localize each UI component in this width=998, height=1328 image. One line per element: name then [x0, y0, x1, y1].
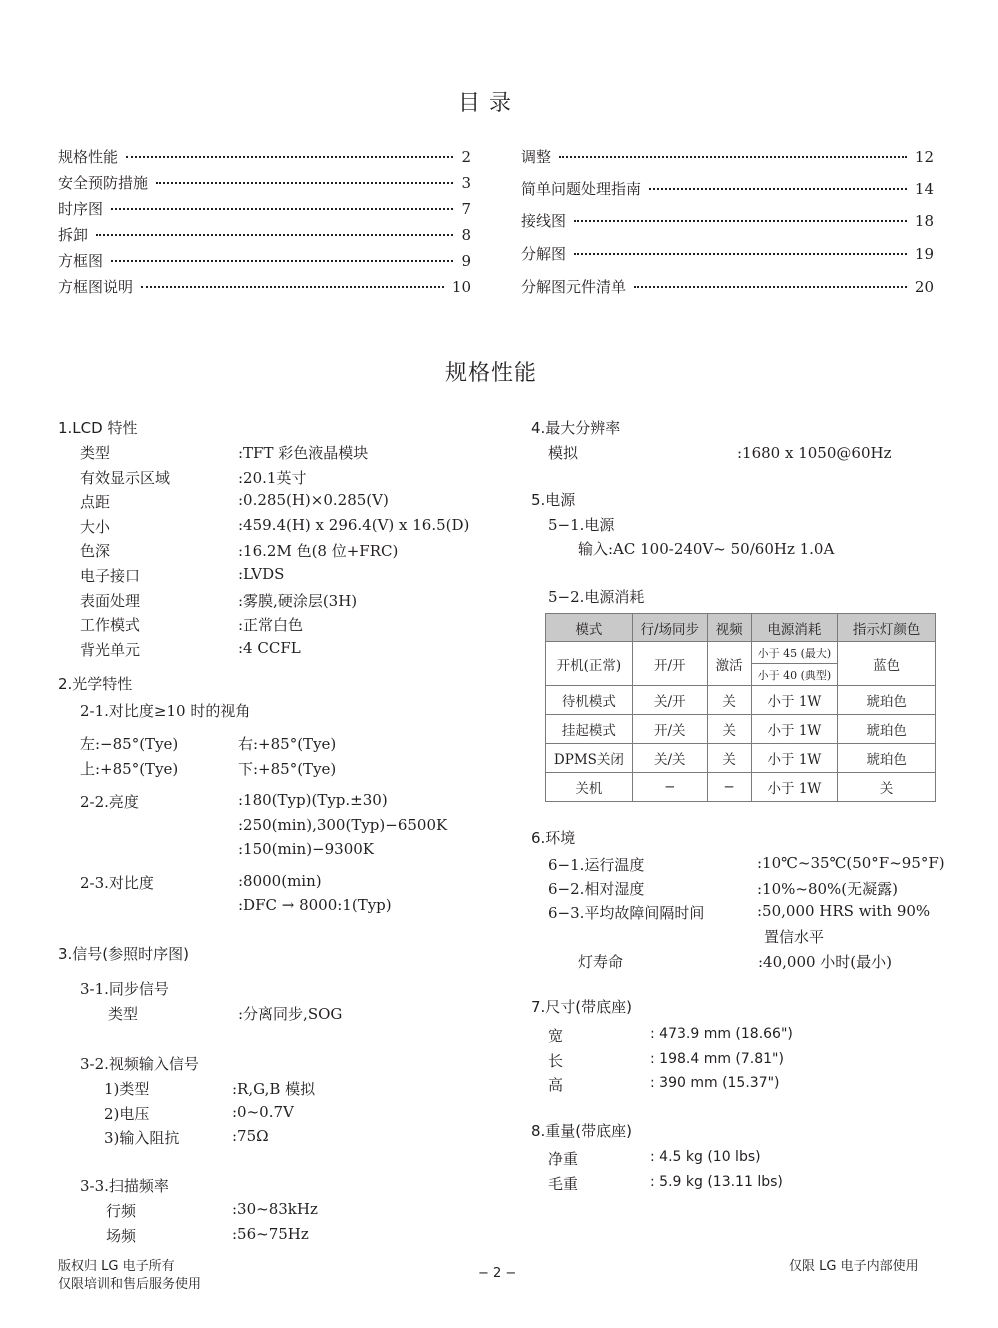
lcd-spec-label: 点距: [80, 493, 111, 512]
weight-spec-value: : 5.9 kg (13.11 lbs): [650, 1173, 783, 1190]
toc-leader: [574, 253, 907, 255]
sync-type-value: :分离同步,SOG: [238, 1005, 343, 1023]
table-header-row: [546, 614, 936, 642]
toc-entry-label: 拆卸: [58, 226, 89, 244]
header-led: 指示灯颜色: [838, 614, 936, 642]
viewing-angle-left: 左:−85°(Tye): [80, 735, 179, 753]
lcd-spec-value: :0.285(H)×0.285(V): [238, 491, 389, 510]
lcd-spec-label: 大小: [80, 517, 111, 536]
cell-power: 小于 1W: [751, 715, 838, 744]
env-spec-value: :50,000 HRS with 90%: [757, 902, 931, 920]
contrast-value-2: :DFC → 8000:1(Typ): [238, 896, 392, 914]
env-spec-label: 6−2.相对湿度: [548, 880, 645, 898]
toc-entry-label: 方框图说明: [58, 278, 134, 296]
weight-spec-label: 净重: [548, 1150, 579, 1168]
cell-video: 关: [707, 744, 751, 773]
lcd-spec-value: :16.2M 色(8 位+FRC): [238, 542, 399, 561]
scan-label: 3-3.扫描频率: [80, 1177, 169, 1195]
cell-power: 小于 1W: [751, 744, 838, 773]
resolution-value: :1680 x 1050@60Hz: [737, 444, 892, 462]
toc-entry-label: 接线图: [521, 212, 567, 230]
env-heading: 6.环境: [531, 829, 576, 847]
toc-entry: [521, 243, 934, 264]
env-spec-value: :10℃~35℃(50°F~95°F): [757, 854, 945, 872]
power-heading: 5.电源: [531, 491, 576, 509]
toc-entry: [58, 198, 471, 219]
scan-spec-label: 场频: [106, 1227, 137, 1245]
toc-entry: [58, 172, 471, 193]
toc-entry-page: 19: [914, 245, 934, 263]
toc-entry-page: 14: [914, 180, 934, 198]
toc-entry: [521, 146, 934, 167]
lcd-spec-label: 色深: [80, 542, 111, 561]
cell-led: 关: [838, 773, 936, 802]
toc-entry-label: 规格性能: [58, 148, 119, 166]
toc-leader: [126, 156, 453, 158]
env-spec-label: 6−1.运行温度: [548, 856, 645, 874]
header-mode: 模式: [546, 614, 633, 642]
toc-entry-page: 8: [461, 226, 471, 244]
toc-entry-label: 分解图元件清单: [521, 278, 627, 296]
lcd-spec-label: 类型: [80, 444, 111, 462]
toc-entry: [521, 210, 934, 231]
video-spec-value: :R,G,B 模拟: [232, 1080, 316, 1098]
dims-spec-value: : 198.4 mm (7.81"): [650, 1050, 784, 1067]
header-sync: 行/场同步: [632, 614, 707, 642]
toc-leader: [559, 156, 907, 158]
cell-led: 琥珀色: [838, 715, 936, 744]
sync-type-label: 类型: [108, 1005, 139, 1023]
header-video: 视频: [707, 614, 751, 642]
lcd-spec-label: 有效显示区域: [80, 468, 171, 487]
video-spec-label: 3)输入阻抗: [104, 1129, 180, 1147]
brightness-value-1: :180(Typ)(Typ.±30): [238, 791, 388, 809]
power-consumption-table: [545, 613, 936, 802]
weight-spec-value: : 4.5 kg (10 lbs): [650, 1149, 761, 1165]
lcd-heading: 1.LCD 特性: [58, 419, 138, 437]
mtbf-continuation: 置信水平: [764, 928, 825, 946]
table-row: [546, 744, 936, 773]
cell-mode: DPMS关闭: [546, 744, 633, 773]
viewing-angle-down: 下:+85°(Tye): [238, 760, 337, 778]
power-sub2: 5−2.电源消耗: [548, 588, 645, 606]
dims-spec-label: 长: [548, 1051, 564, 1070]
scan-spec-value: :56~75Hz: [232, 1225, 309, 1243]
toc-leader: [141, 286, 444, 288]
sync-label: 3-1.同步信号: [80, 980, 169, 998]
dims-spec-label: 宽: [548, 1027, 564, 1045]
lcd-spec-value: :4 CCFL: [238, 638, 301, 657]
lcd-spec-label: 工作模式: [80, 616, 141, 635]
footer-copyright: 版权归 LG 电子所有: [58, 1259, 175, 1274]
video-spec-value: :0~0.7V: [232, 1102, 294, 1121]
cell-video: 激活: [707, 642, 751, 686]
resolution-heading: 4.最大分辨率: [531, 419, 621, 437]
cell-sync: 关/关: [632, 744, 707, 773]
toc-entry-page: 10: [451, 278, 471, 296]
toc-entry-label: 简单问题处理指南: [521, 180, 642, 198]
cell-led: 琥珀色: [838, 686, 936, 715]
toc-entry: [58, 250, 471, 271]
lcd-spec-value: :TFT 彩色液晶模块: [238, 444, 369, 462]
dims-spec-value: : 473.9 mm (18.66"): [650, 1026, 793, 1042]
viewing-angle-right: 右:+85°(Tye): [238, 735, 337, 753]
cell-mode: 挂起模式: [546, 715, 633, 744]
cell-sync: −: [632, 773, 707, 802]
lcd-spec-value: :雾膜,硬涂层(3H): [238, 591, 358, 610]
cell-power: 小于 1W: [751, 773, 838, 802]
toc-entry-label: 方框图: [58, 252, 104, 270]
toc-entry: [521, 276, 934, 297]
cell-power-max: 小于 45 (最大): [751, 642, 838, 664]
dims-heading: 7.尺寸(带底座): [531, 998, 633, 1016]
toc-entry-label: 分解图: [521, 245, 567, 263]
optical-heading: 2.光学特性: [58, 675, 133, 693]
cell-sync: 关/开: [632, 686, 707, 715]
cell-mode: 待机模式: [546, 686, 633, 715]
viewing-angle-label: 2-1.对比度≥10 时的视角: [80, 702, 251, 720]
page-number: − 2 −: [478, 1266, 517, 1281]
toc-leader: [574, 220, 907, 222]
footer-training: 仅限培训和售后服务使用: [58, 1277, 202, 1292]
viewing-angle-up: 上:+85°(Tye): [80, 760, 179, 778]
toc-entry: [58, 276, 471, 297]
lcd-spec-value: :LVDS: [238, 565, 285, 583]
contrast-label: 2-3.对比度: [80, 874, 154, 892]
cell-video: 关: [707, 715, 751, 744]
cell-sync: 开/开: [632, 642, 707, 686]
toc-title: 目 录: [458, 91, 512, 116]
lcd-spec-label: 电子接口: [80, 567, 141, 585]
scan-spec-label: 行频: [106, 1202, 137, 1220]
env-spec-label: 6−3.平均故障间隔时间: [548, 904, 705, 922]
cell-video: 关: [707, 686, 751, 715]
toc-entry-page: 7: [461, 200, 471, 218]
toc-entry: [58, 224, 471, 245]
brightness-value-2: :250(min),300(Typ)−6500K: [238, 816, 448, 834]
toc-entry-page: 3: [461, 174, 471, 192]
power-sub1: 5−1.电源: [548, 516, 615, 534]
toc-entry-label: 时序图: [58, 200, 104, 218]
power-input: 输入:AC 100-240V~ 50/60Hz 1.0A: [578, 540, 835, 558]
video-spec-label: 1)类型: [104, 1080, 150, 1098]
footer-internal: 仅限 LG 电子内部使用: [789, 1259, 919, 1274]
cell-sync: 开/关: [632, 715, 707, 744]
lamp-life-label: 灯寿命: [578, 953, 624, 971]
toc-entry-page: 18: [914, 212, 934, 230]
toc-leader: [96, 234, 453, 236]
cell-mode: 关机: [546, 773, 633, 802]
table-row: [546, 773, 936, 802]
video-spec-label: 2)电压: [104, 1104, 150, 1123]
toc-entry: [58, 146, 471, 167]
brightness-value-3: :150(min)−9300K: [238, 840, 375, 858]
lcd-spec-value: :正常白色: [238, 616, 304, 635]
cell-power: 小于 1W: [751, 686, 838, 715]
brightness-label: 2-2.亮度: [80, 793, 139, 811]
toc-leader: [156, 182, 453, 184]
toc-entry-page: 20: [914, 278, 934, 296]
env-spec-value: :10%~80%(无凝露): [757, 880, 899, 898]
toc-entry-label: 调整: [521, 148, 552, 166]
weight-spec-label: 毛重: [548, 1174, 579, 1193]
toc-entry-page: 2: [461, 148, 471, 166]
cell-mode: 开机(正常): [546, 642, 633, 686]
toc-leader: [111, 208, 453, 210]
scan-spec-value: :30~83kHz: [232, 1200, 318, 1218]
toc-leader: [634, 286, 907, 288]
header-power: 电源消耗: [751, 614, 838, 642]
toc-leader: [111, 260, 453, 262]
cell-power-typ: 小于 40 (典型): [751, 664, 838, 686]
dims-spec-value: : 390 mm (15.37"): [650, 1075, 780, 1091]
lcd-spec-label: 表面处理: [80, 591, 141, 610]
contrast-value-1: :8000(min): [238, 872, 322, 890]
cell-led: 琥珀色: [838, 744, 936, 773]
lcd-spec-label: 背光单元: [80, 640, 141, 659]
lcd-spec-value: :20.1英寸: [238, 468, 307, 487]
toc-entry: [521, 178, 934, 199]
section-title: 规格性能: [445, 361, 538, 386]
signal-heading: 3.信号(参照时序图): [58, 945, 190, 963]
cell-video: −: [707, 773, 751, 802]
toc-entry-page: 9: [461, 252, 471, 270]
resolution-label: 模拟: [548, 444, 579, 462]
lamp-life-value: :40,000 小时(最小): [758, 953, 893, 971]
dims-spec-label: 高: [548, 1076, 564, 1094]
toc-leader: [649, 188, 907, 190]
video-spec-value: :75Ω: [232, 1127, 269, 1145]
video-input-label: 3-2.视频输入信号: [80, 1055, 199, 1073]
lcd-spec-value: :459.4(H) x 296.4(V) x 16.5(D): [238, 515, 470, 534]
table-row: [546, 642, 936, 664]
cell-led: 蓝色: [838, 642, 936, 686]
table-row: [546, 686, 936, 715]
toc-entry-page: 12: [914, 148, 934, 166]
weight-heading: 8.重量(带底座): [531, 1122, 633, 1140]
table-row: [546, 715, 936, 744]
toc-entry-label: 安全预防措施: [58, 174, 149, 192]
